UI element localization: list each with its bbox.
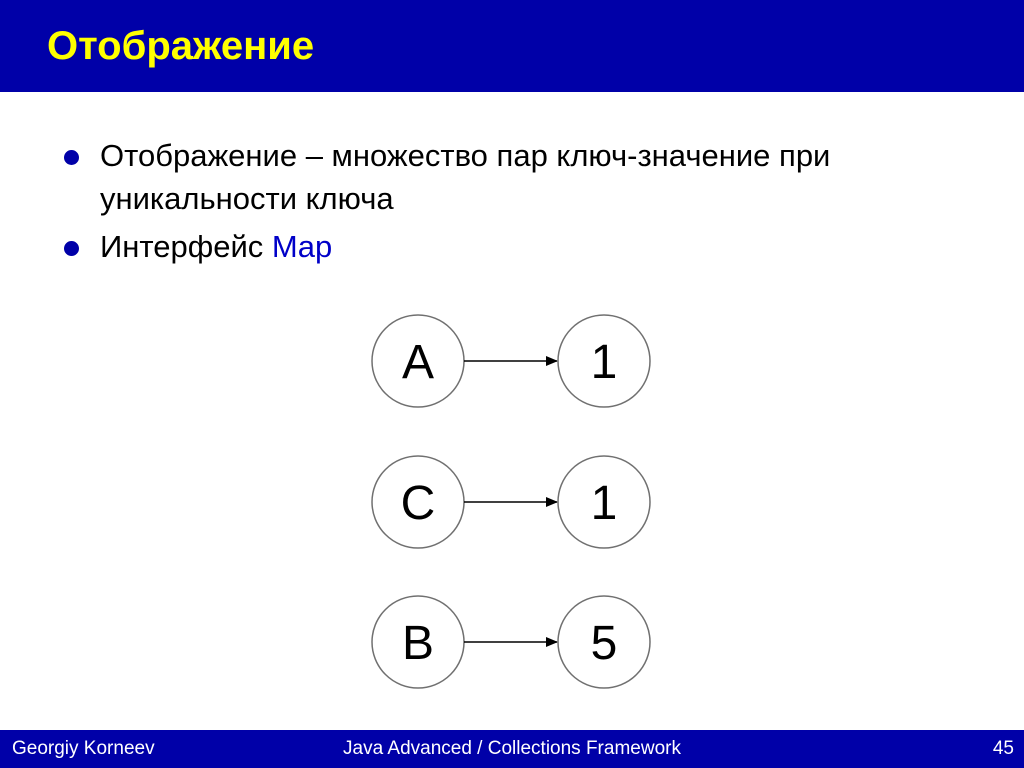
value-label: 1 xyxy=(590,477,618,530)
key-label: A xyxy=(401,336,435,389)
code-term: Map xyxy=(271,229,333,264)
footer-bar xyxy=(0,730,1024,768)
page-number: 45 xyxy=(992,738,1014,759)
footer-author: Georgiy Korneev xyxy=(12,738,155,759)
bullet-text: Интерфейс xyxy=(100,229,272,264)
bullet-text: Отображение – множество пар ключ-значение при уникальности ключа xyxy=(100,138,831,216)
key-label: B xyxy=(401,617,435,670)
map-entry xyxy=(372,456,650,548)
map-entry xyxy=(372,596,650,688)
slide-title: Отображение xyxy=(47,24,315,68)
value-label: 5 xyxy=(590,617,618,670)
footer-course: Java Advanced / Collections Framework xyxy=(343,738,681,759)
value-label: 1 xyxy=(590,336,618,389)
map-entry xyxy=(372,315,650,407)
key-label: C xyxy=(400,477,436,530)
